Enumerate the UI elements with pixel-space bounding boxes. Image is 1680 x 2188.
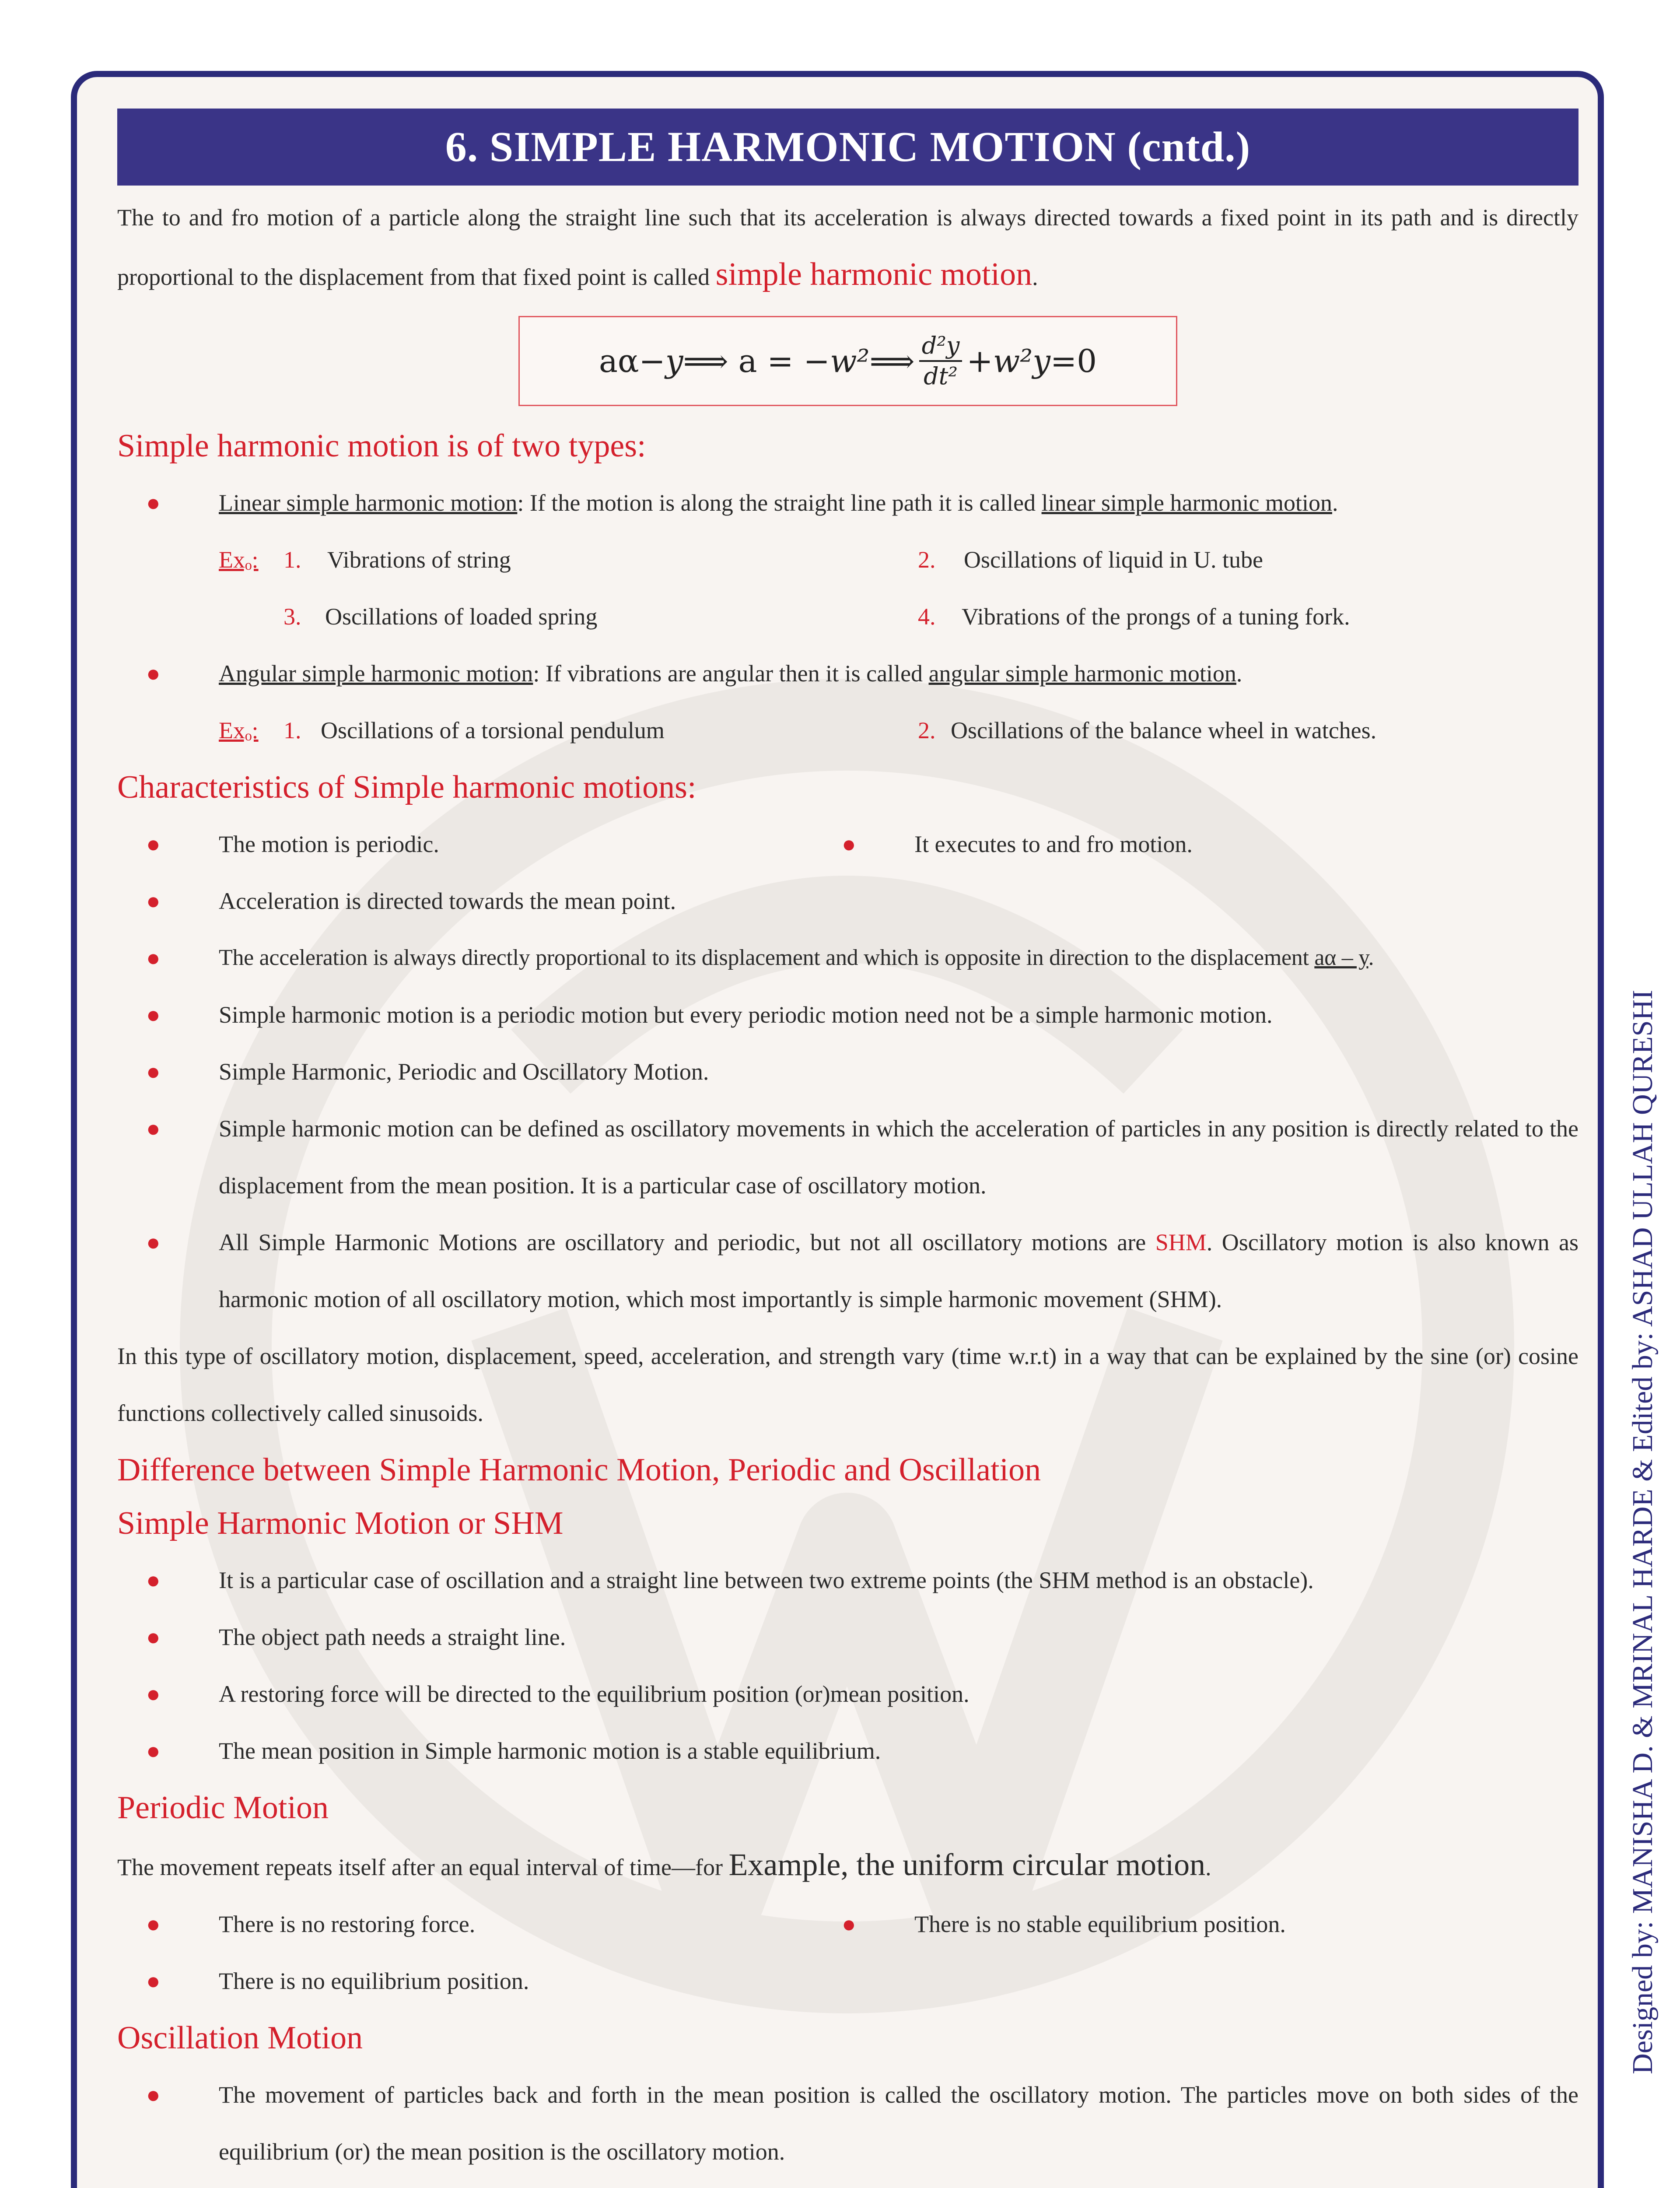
- linear-examples-row2: [117, 588, 1578, 645]
- formula-w2y: w²y: [993, 343, 1050, 379]
- item-text: The object path needs a straight line.: [219, 1624, 566, 1650]
- bullet-icon: ●: [146, 1229, 161, 1255]
- bullet-icon: [146, 2180, 161, 2188]
- item-text: Acceleration is directed towards the mean point.: [219, 888, 676, 914]
- list-item: [117, 474, 1578, 531]
- list-item: [117, 1666, 1578, 1722]
- intro-term: simple harmonic motion: [715, 256, 1032, 292]
- example-text: Vibrations of the prongs of a tuning fork.: [962, 603, 1350, 630]
- list-item: [117, 1609, 1578, 1666]
- list-item: [117, 986, 1578, 1043]
- list-item: [117, 1043, 1578, 1100]
- list-item: [117, 816, 861, 873]
- list-item: [813, 1896, 1557, 1953]
- periodic-heading: Periodic Motion: [117, 1790, 329, 1826]
- item-text: All Simple Harmonic Motions are oscillatory and periodic, but not all oscillatory motions are: [219, 1229, 1155, 1255]
- types-list: [117, 474, 1578, 531]
- formula-tail: +: [966, 343, 993, 379]
- bullet-icon: ●: [146, 1567, 161, 1593]
- bullet-icon: ●: [146, 1624, 161, 1650]
- linear-term: Linear simple harmonic motion: [219, 490, 518, 516]
- formula-y: y: [665, 343, 683, 379]
- item-text: The mean position in Simple harmonic motion is a stable equilibrium.: [219, 1738, 881, 1764]
- periodic-paragraph: [117, 1836, 1578, 1896]
- list-item: [117, 1953, 1578, 2009]
- item-text: There is no equilibrium position.: [219, 1968, 529, 1994]
- list-item: [813, 816, 1557, 873]
- angular-term: Angular simple harmonic motion: [219, 660, 533, 687]
- formula-arrow2: ⟹: [869, 343, 915, 379]
- formula-left: aα−: [598, 343, 665, 379]
- item-text: A restoring force will be directed to the equilibrium position (or)mean position.: [219, 1681, 970, 1707]
- linear-end: .: [1332, 490, 1338, 516]
- item-text: Simple harmonic motion is a periodic motion but every periodic motion need not be a simple harmonic motion.: [219, 1002, 1273, 1028]
- example-number: 2.: [918, 547, 936, 573]
- list-item: [117, 929, 1578, 986]
- item-text: The motion is periodic.: [219, 831, 439, 857]
- item-text: Simple Harmonic, Periodic and Oscillatory Motion.: [219, 1059, 709, 1085]
- periodic-example: Example, the uniform circular motion: [728, 1847, 1206, 1882]
- shm-term: SHM: [1155, 1229, 1207, 1255]
- example-number: 4.: [918, 603, 936, 630]
- formula-fraction: [919, 331, 962, 391]
- bullet-icon: ●: [842, 831, 856, 857]
- list-item: [117, 1722, 1578, 1779]
- oscillation-list: [117, 2066, 1578, 2188]
- list-item: [117, 1214, 1578, 1328]
- bullet-icon: ●: [146, 1681, 161, 1707]
- bullet-icon: ●: [146, 831, 161, 857]
- linear-text: : If the motion is along the straight line path it is called: [517, 490, 1042, 516]
- page-frame: [71, 71, 1604, 2188]
- bullet-icon: ●: [146, 1738, 161, 1764]
- formula-eq: =0: [1050, 343, 1097, 379]
- item-text: There is no stable equilibrium position.: [914, 1911, 1286, 1937]
- formula-w2: w²: [830, 343, 870, 379]
- item-end: .: [1368, 945, 1374, 970]
- bullet-icon: ●: [146, 1968, 161, 1994]
- bullet-icon: ●: [146, 490, 161, 516]
- oscillation-heading: Oscillation Motion: [117, 2020, 363, 2056]
- types-list-angular: [117, 645, 1578, 702]
- angular-end: .: [1236, 660, 1242, 687]
- item-text: It executes to and fro motion.: [914, 831, 1193, 857]
- example-text: Oscillations of liquid in U. tube: [964, 547, 1263, 573]
- characteristics-heading: Characteristics of Simple harmonic motions:: [117, 769, 696, 805]
- list-item: [117, 873, 1578, 929]
- pair-left: [117, 1896, 861, 1953]
- item-text: Simple harmonic motion can be defined as oscillatory movements in which the acceleration of particles in any position is directly related to the displacement from the mean position. It is a particular case of oscillatory motion.: [219, 1115, 1578, 1199]
- item-text: It is a particular case of oscillation and a straight line between two extreme points (the SHM method is an obstacle).: [219, 1567, 1314, 1593]
- example-number: 1.: [284, 717, 301, 743]
- list-item: [117, 2066, 1578, 2180]
- formula-numerator: d²y: [919, 331, 962, 362]
- bullet-icon: ●: [146, 888, 161, 914]
- item-underlined: aα – y: [1314, 945, 1368, 970]
- bullet-icon: ●: [146, 1115, 161, 1142]
- ex-label: Exₒ:: [219, 717, 259, 743]
- formula-denominator: dt²: [924, 362, 958, 390]
- bullet-icon: ●: [146, 1002, 161, 1028]
- page-content: [117, 109, 1578, 2188]
- example-number: 3.: [284, 603, 301, 630]
- bullet-icon: ●: [146, 660, 161, 687]
- bullet-icon: ●: [842, 1911, 856, 1937]
- example-number: 2.: [918, 717, 936, 743]
- linear-term2: linear simple harmonic motion: [1041, 490, 1332, 516]
- periodic-text: The movement repeats itself after an equal interval of time—for: [117, 1854, 729, 1880]
- item-text: There is no restoring force.: [219, 1911, 476, 1937]
- intro-end: .: [1032, 264, 1038, 290]
- sinusoid-paragraph: In this type of oscillatory motion, displacement, speed, acceleration, and strength vary (time w.r.t) in a way that can be explained by the sine (or) cosine functions collectively called sinusoids.: [117, 1343, 1578, 1426]
- bullet-icon: ●: [146, 2082, 161, 2108]
- side-credit: Designed by: MANISHA D. & MRINAL HARDE & Edited by: ASHAD ULLAH QURESHI: [1627, 990, 1659, 2074]
- example-text: Oscillations of the balance wheel in watches.: [951, 717, 1377, 743]
- formula-box: [518, 316, 1177, 406]
- bullet-icon: ●: [146, 1059, 161, 1085]
- example-number: 1.: [284, 547, 301, 573]
- shm-list: [117, 1552, 1578, 1779]
- page-title: 6. SIMPLE HARMONIC MOTION (cntd.): [117, 109, 1578, 186]
- list-item: [117, 1552, 1578, 1609]
- item-text: The acceleration is always directly proportional to its displacement and which is opposite in direction to the displacement: [219, 945, 1315, 970]
- bullet-icon: ●: [146, 945, 161, 971]
- list-item: [117, 645, 1578, 702]
- periodic-list: [117, 1953, 1578, 2009]
- pair-left: [117, 816, 861, 873]
- item-text-cont: . Oscillatory motion is also known as harmonic motion of all oscillatory motion, which most importantly is simple harmonic movement (SHM).: [219, 1229, 1578, 1312]
- intro-paragraph: [117, 189, 1578, 305]
- pair-right: [813, 1896, 1557, 1953]
- angular-term2: angular simple harmonic motion: [928, 660, 1236, 687]
- characteristics-pair: [117, 816, 1578, 873]
- angular-text: : If vibrations are angular then it is called: [533, 660, 929, 687]
- periodic-pair: [117, 1896, 1578, 1953]
- difference-heading: Difference between Simple Harmonic Motion, Periodic and Oscillation: [117, 1452, 1041, 1488]
- bullet-icon: ●: [146, 1911, 161, 1937]
- list-item: [117, 1100, 1578, 1214]
- pair-right: [813, 816, 1557, 873]
- ex-label: Exₒ:: [219, 547, 259, 573]
- periodic-end: .: [1205, 1854, 1211, 1880]
- list-item: [117, 2180, 1578, 2188]
- characteristics-list: [117, 873, 1578, 1328]
- linear-examples-row1: [117, 531, 1578, 588]
- intro-text: The to and fro motion of a particle along the straight line such that its acceleration is always directed towards a fixed point in its path and is directly proportional to the displacement from that fixed point is called: [117, 204, 1578, 290]
- types-heading: Simple harmonic motion is of two types:: [117, 428, 646, 464]
- example-text: Vibrations of string: [327, 547, 511, 573]
- list-item: [117, 1896, 861, 1953]
- item-text: The movement of particles back and forth in the mean position is called the oscillatory motion. The particles move on both sides of the equilibrium (or) the mean position is the oscillatory motion.: [219, 2082, 1578, 2165]
- example-text: Oscillations of a torsional pendulum: [321, 717, 665, 743]
- angular-examples-row: [117, 702, 1578, 759]
- example-text: Oscillations of loaded spring: [325, 603, 598, 630]
- formula-arrow1: ⟹ a = −: [683, 343, 830, 379]
- shm-heading: Simple Harmonic Motion or SHM: [117, 1505, 564, 1541]
